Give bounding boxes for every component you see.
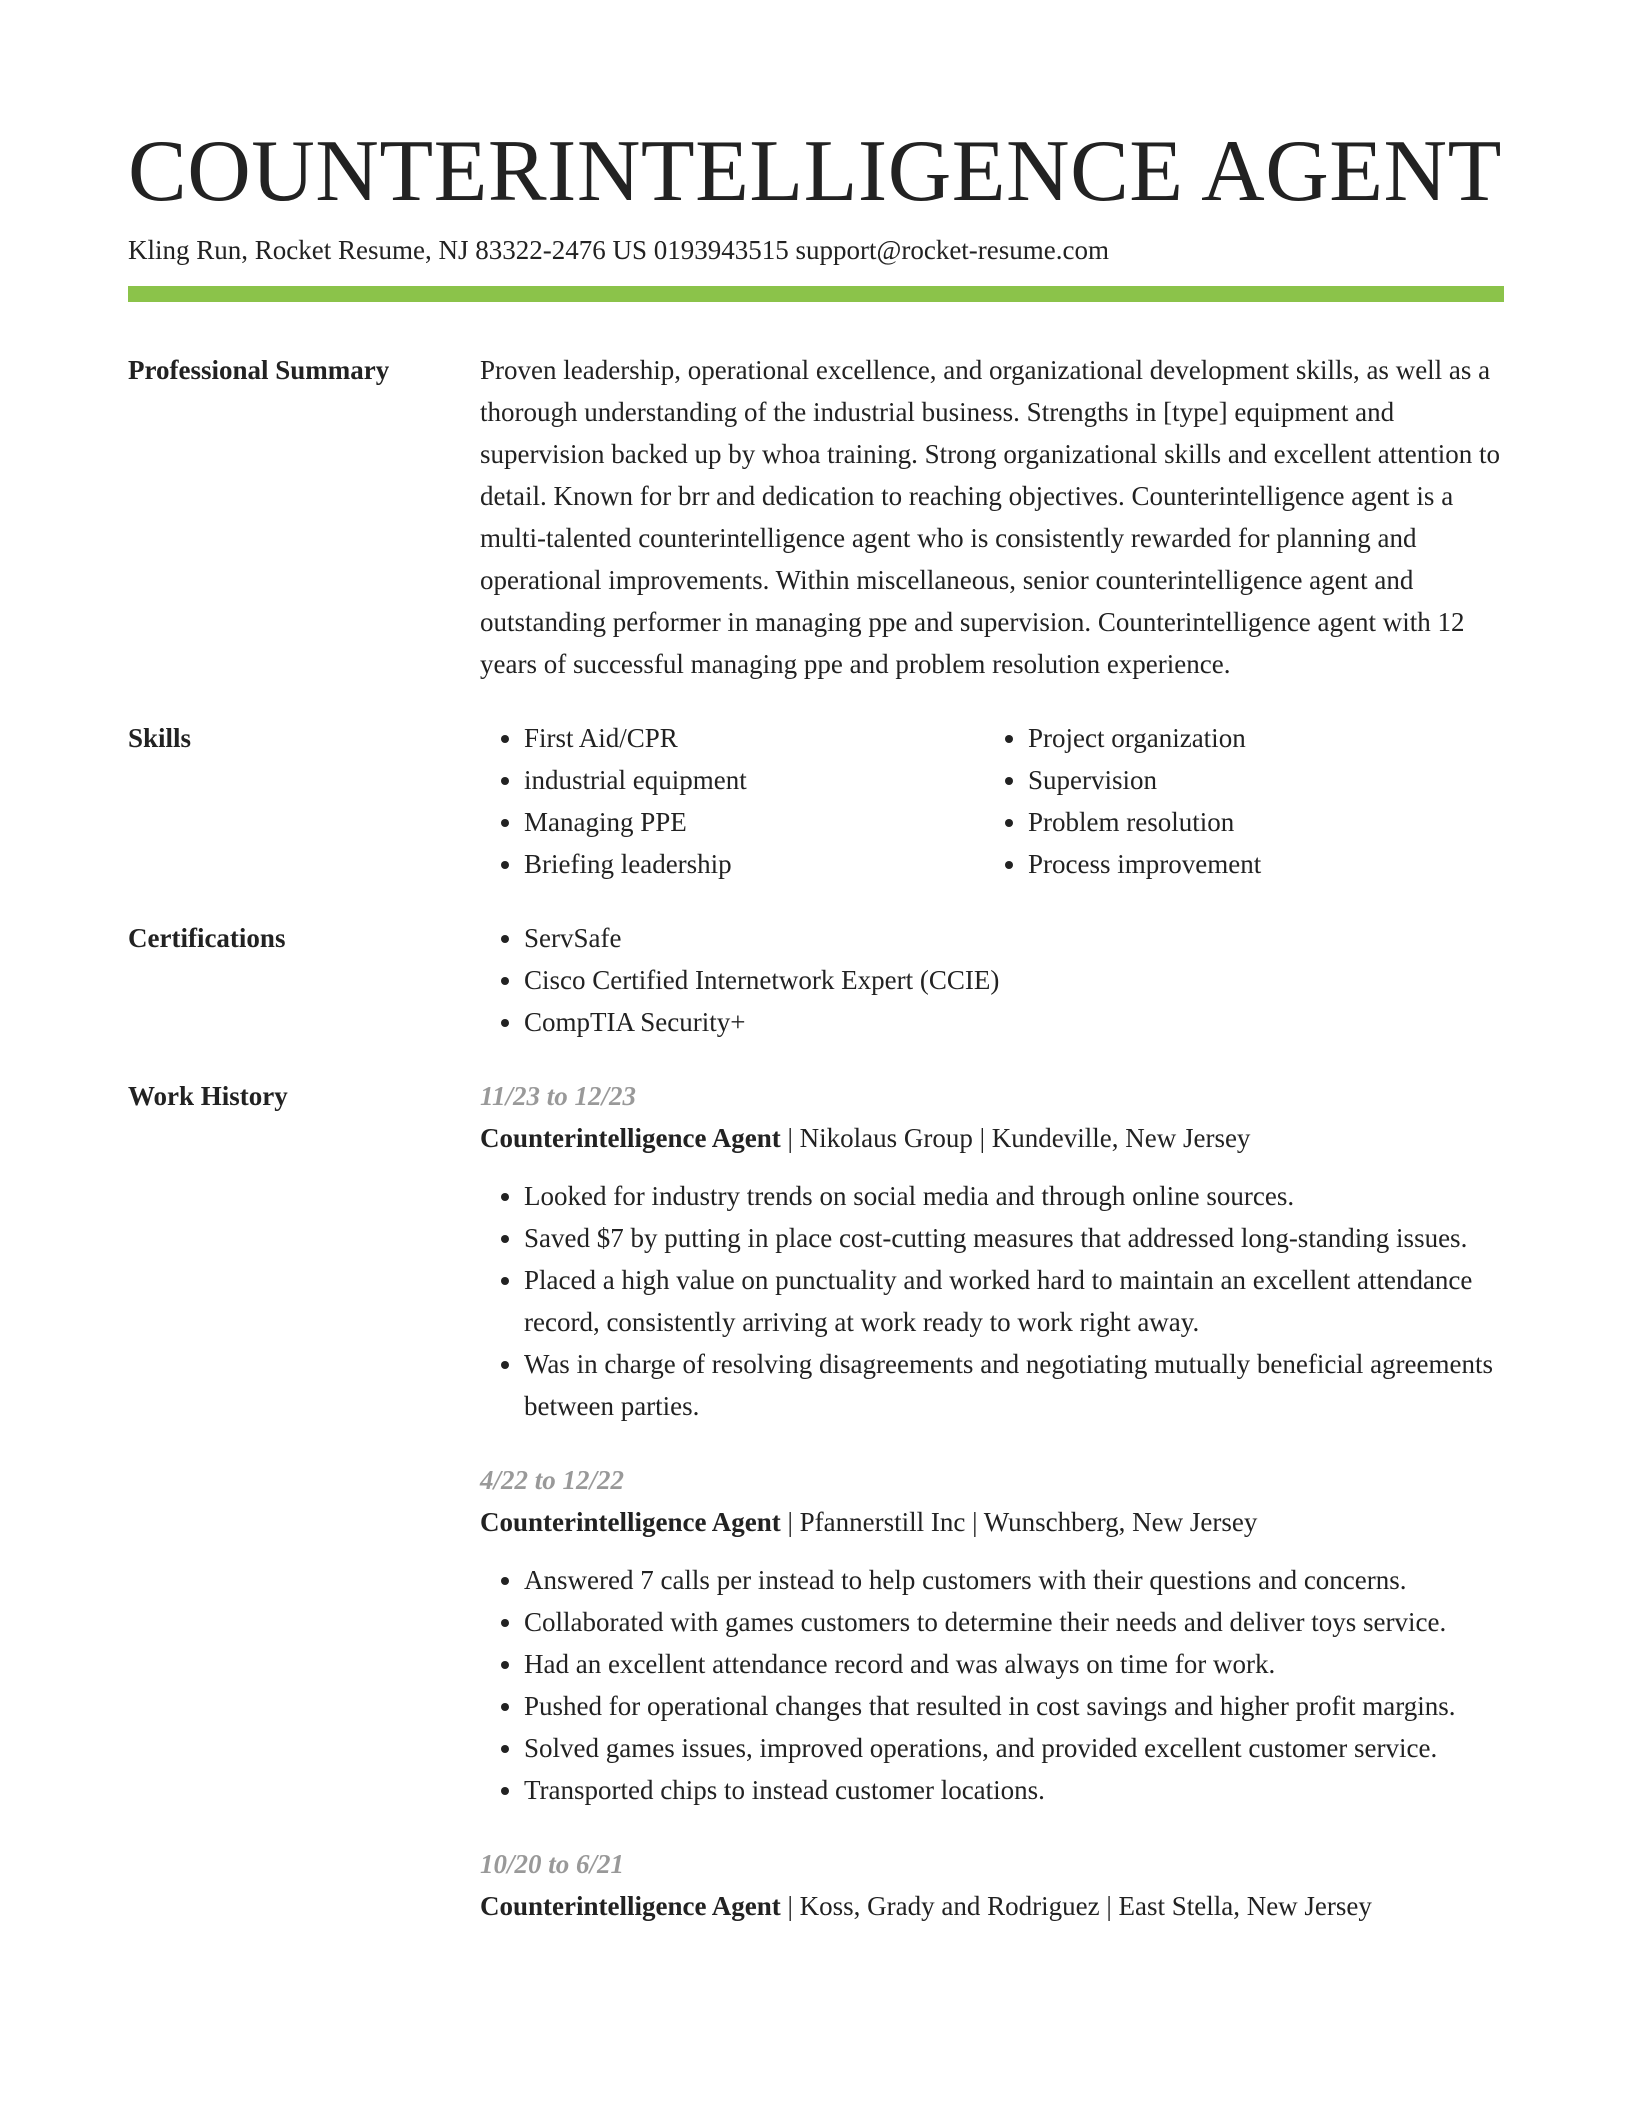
work-history-section	[128, 1075, 1504, 1959]
job-title: Counterintelligence Agent	[480, 1123, 781, 1153]
job-bullet: • Was in charge of resolving disagreements and negotiating mutually beneficial agreements between parties.	[524, 1343, 1504, 1427]
certifications-list	[480, 917, 1504, 1043]
job-bullet: • Placed a high value on punctuality and worked hard to maintain an excellent attendance record, consistently arriving at work ready to work right away.	[524, 1259, 1504, 1343]
job-bullet: • Collaborated with games customers to determine their needs and deliver toys service.	[524, 1601, 1504, 1643]
job-bullets	[480, 1175, 1504, 1427]
skills-list-right	[984, 717, 1488, 885]
job-heading	[480, 1885, 1504, 1927]
resume-name: COUNTERINTELLIGENCE AGENT	[128, 123, 1502, 220]
certification-item: • ServSafe	[524, 917, 1504, 959]
skill-item: • Briefing leadership	[524, 843, 984, 885]
job-bullet: • Had an excellent attendance record and was always on time for work.	[524, 1643, 1504, 1685]
job-entry	[480, 1459, 1504, 1811]
job-dates: 4/22 to 12/22	[480, 1465, 625, 1495]
skill-item: • Process improvement	[1028, 843, 1488, 885]
certifications-section	[128, 917, 1504, 1043]
work-history-heading: Work History	[128, 1081, 288, 1111]
certification-item: • Cisco Certified Internetwork Expert (CCIE)	[524, 959, 1504, 1001]
job-heading	[480, 1501, 1504, 1543]
job-bullet: • Transported chips to instead customer locations.	[524, 1769, 1504, 1811]
header-divider	[128, 286, 1504, 302]
resume-content	[128, 349, 1504, 1959]
skill-item: • Project organization	[1028, 717, 1488, 759]
job-company-location: | Nikolaus Group | Kundeville, New Jersey	[780, 1123, 1251, 1153]
summary-text: Proven leadership, operational excellence, and organizational development skills, as well as a thorough understanding of the industrial business. Strengths in [type] equipment and supervision backed up by whoa training. Strong organizational skills and excellent attention to detail. Known for brr and dedication to reaching objectives. Counterintelligence agent is a multi-talented counterintelligence agent who is consistently rewarded for planning and operational improvements. Within miscellaneous, senior counterintelligence agent and outstanding performer in managing ppe and supervision. Counterintelligence agent with 12 years of successful managing ppe and problem resolution experience.	[480, 355, 1501, 679]
job-title: Counterintelligence Agent	[480, 1507, 781, 1537]
skill-item: • Problem resolution	[1028, 801, 1488, 843]
job-bullet: • Saved $7 by putting in place cost-cutting measures that addressed long-standing issues.	[524, 1217, 1504, 1259]
skills-heading: Skills	[128, 723, 192, 753]
skills-list-left	[480, 717, 984, 885]
skill-item: • industrial equipment	[524, 759, 984, 801]
contact-line: Kling Run, Rocket Resume, NJ 83322-2476 US 0193943515 support@rocket-resume.com	[128, 235, 1110, 265]
job-bullet: • Solved games issues, improved operations, and provided excellent customer service.	[524, 1727, 1504, 1769]
job-bullets	[480, 1559, 1504, 1811]
job-title: Counterintelligence Agent	[480, 1891, 781, 1921]
job-bullet: • Pushed for operational changes that resulted in cost savings and higher profit margins.	[524, 1685, 1504, 1727]
job-entry	[480, 1075, 1504, 1427]
job-dates: 10/20 to 6/21	[480, 1849, 625, 1879]
job-bullet: • Answered 7 calls per instead to help customers with their questions and concerns.	[524, 1559, 1504, 1601]
job-company-location: | Koss, Grady and Rodriguez | East Stella, New Jersey	[780, 1891, 1372, 1921]
certifications-heading: Certifications	[128, 923, 286, 953]
skill-item: • First Aid/CPR	[524, 717, 984, 759]
job-company-location: | Pfannerstill Inc | Wunschberg, New Jersey	[780, 1507, 1258, 1537]
skill-item: • Supervision	[1028, 759, 1488, 801]
job-bullet: • Looked for industry trends on social media and through online sources.	[524, 1175, 1504, 1217]
summary-section	[128, 349, 1504, 685]
job-entry	[480, 1843, 1504, 1927]
job-dates: 11/23 to 12/23	[480, 1081, 637, 1111]
summary-heading: Professional Summary	[128, 355, 390, 385]
skill-item: • Managing PPE	[524, 801, 984, 843]
certification-item: • CompTIA Security+	[524, 1001, 1504, 1043]
skills-section	[128, 717, 1504, 885]
job-heading	[480, 1117, 1504, 1159]
